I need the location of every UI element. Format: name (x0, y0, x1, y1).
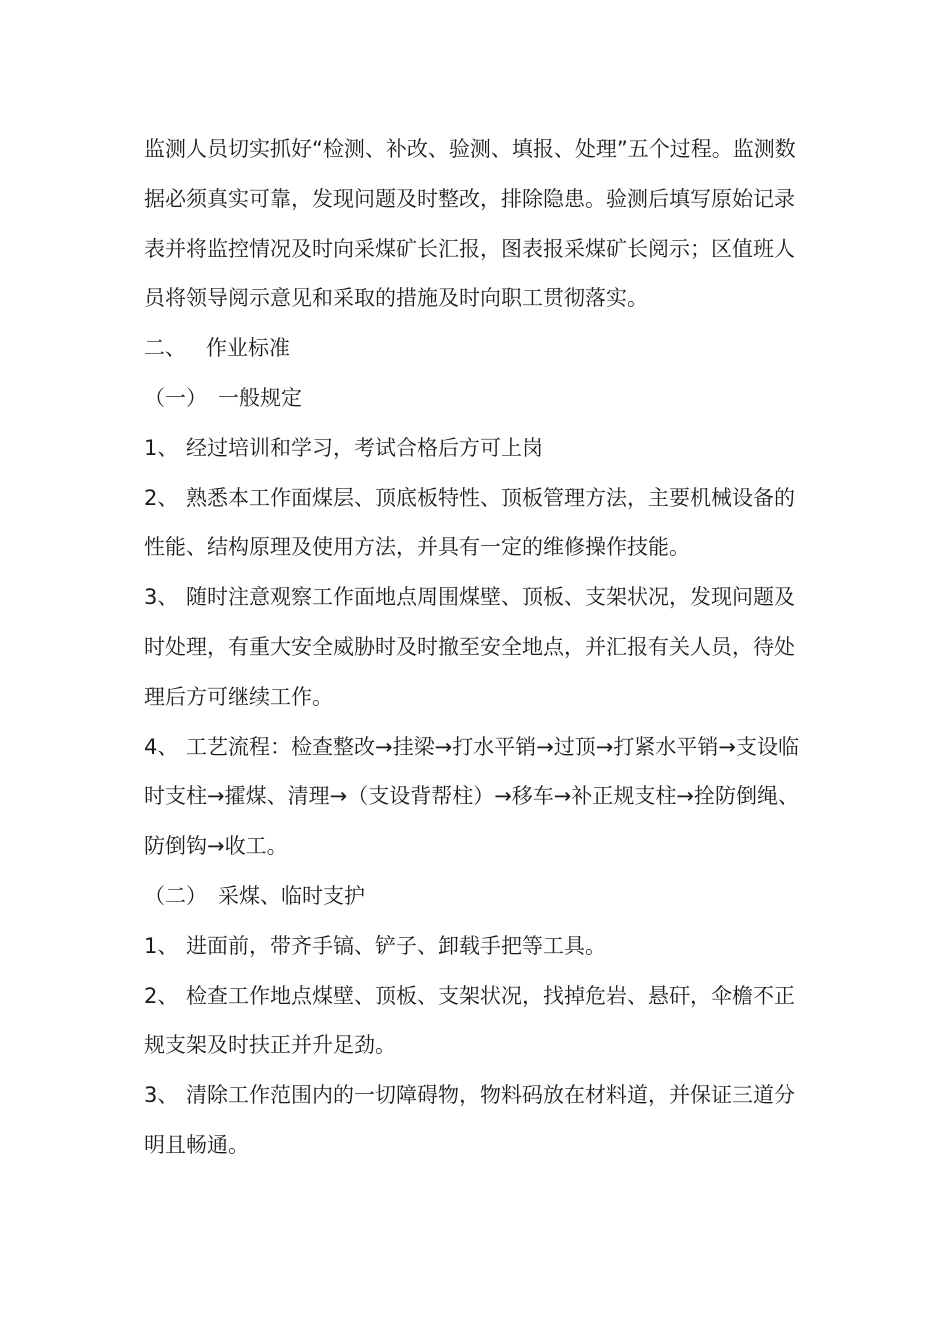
subsection-heading-1 (144, 374, 799, 424)
subsection-title-1: 一般规定 (218, 385, 302, 410)
list-item (144, 972, 799, 1072)
list-item-number: 3、 (144, 1083, 179, 1108)
list-item-number: 3、 (144, 585, 179, 610)
document-body (144, 125, 799, 1171)
list-item-number: 2、 (144, 485, 179, 510)
list-item-number: 1、 (144, 933, 179, 958)
list-item (144, 1071, 799, 1171)
subsection-label-2: （二） (144, 883, 207, 908)
list-item (144, 474, 799, 574)
list-item-text: 经过培训和学习，考试合格后方可上岗 (186, 435, 543, 460)
list-item (144, 424, 799, 474)
list-item-text: 检查工作地点煤壁、顶板、支架状况，找掉危岩、悬矸，伞檐不正规支架及时扶正并升足劲。 (144, 983, 795, 1058)
section-heading (144, 324, 799, 374)
list-item-number: 1、 (144, 435, 179, 460)
list-item-text: 工艺流程：检查整改→挂梁→打水平销→过顶→打紧水平销→支设临时支柱→攉煤、清理→（支设背帮柱）→移车→补正规支柱→拴防倒绳、防倒钩→收工。 (144, 734, 799, 859)
section-title: 作业标准 (206, 336, 290, 361)
list-item (144, 922, 799, 972)
subsection-title-2: 采煤、临时支护 (218, 883, 365, 908)
list-item-text: 随时注意观察工作面地点周围煤壁、顶板、支架状况，发现问题及时处理，有重大安全威胁时及时撤至安全地点，并汇报有关人员，待处理后方可继续工作。 (144, 585, 795, 709)
list-item-text: 进面前，带齐手镐、铲子、卸载手把等工具。 (186, 933, 606, 958)
intro-paragraph: 监测人员切实抓好“检测、补改、验测、填报、处理”五个过程。监测数据必须真实可靠，发现问题及时整改，排除隐患。验测后填写原始记录表并将监控情况及时向采煤矿长汇报，图表报采煤矿长阅示；区值班人员将领导阅示意见和采取的措施及时向职工贯彻落实。 (144, 137, 796, 311)
list-item (144, 723, 799, 872)
list-item-text: 清除工作范围内的一切障碍物，物料码放在材料道，并保证三道分明且畅通。 (144, 1083, 795, 1157)
list-item (144, 573, 799, 722)
subsection-label-1: （一） (144, 385, 207, 410)
list-item-text: 熟悉本工作面煤层、顶底板特性、顶板管理方法，主要机械设备的性能、结构原理及使用方法，并具有一定的维修操作技能。 (144, 485, 795, 560)
subsection-heading-2 (144, 872, 799, 922)
list-item-number: 2、 (144, 983, 179, 1008)
section-number: 二、 (144, 336, 186, 361)
list-item-number: 4、 (144, 734, 179, 759)
